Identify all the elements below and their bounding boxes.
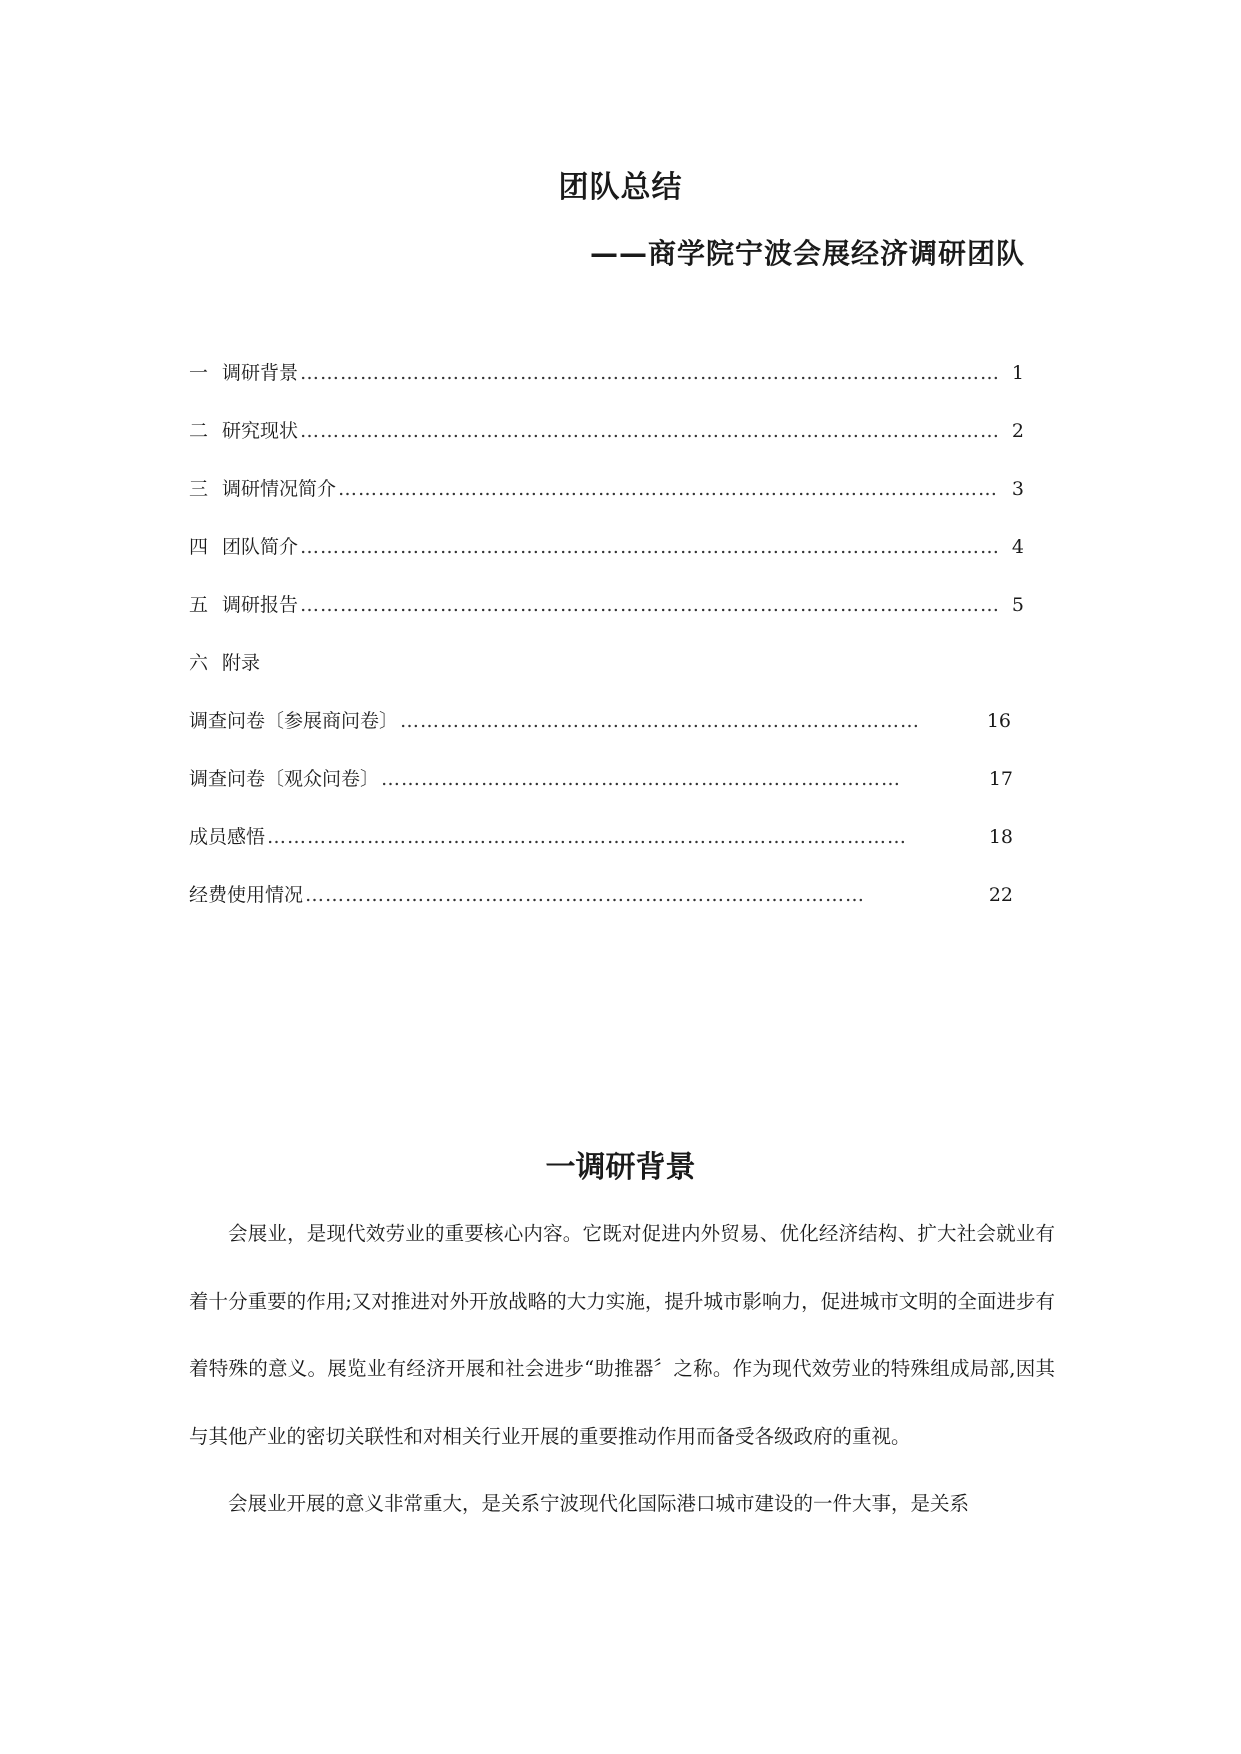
toc-item[interactable] <box>189 416 1024 446</box>
toc-item-leader: …………………………………………………………………………………………… <box>300 594 1001 616</box>
toc-item-page: 18 <box>988 826 1013 848</box>
toc-item-number: 三 <box>189 478 209 500</box>
toc-item-leader: ………………………………………………………………………… <box>305 884 866 906</box>
toc-item-label: 调研报告 <box>222 594 299 616</box>
section-body <box>189 1200 1055 1538</box>
toc-item-label: 调查问卷〔观众问卷〕 <box>189 768 380 790</box>
toc-item-label: 调研情况简介 <box>222 478 337 500</box>
toc-item-leader: …………………………………………………………………………………………… <box>300 536 1001 558</box>
toc-item-leader: …………………………………………………………………… <box>381 768 902 790</box>
toc-item-label: 成员感悟 <box>189 826 266 848</box>
paragraph: 会展业，是现代效劳业的重要核心内容。它既对促进内外贸易、优化经济结构、扩大社会就业有着十分重要的作用;又对推进对外开放战略的大力实施，提升城市影响力，促进城市文明的全面进步有着特殊的意义。展览业有经济开展和社会进步“助推器〞之称。作为现代效劳业的特殊组成局部,因其与其他产业的密切关联性和对相关行业开展的重要推动作用而备受各级政府的重视。 <box>189 1222 1055 1448</box>
toc-item-page: 3 <box>1011 478 1024 500</box>
toc-item-number: 二 <box>189 420 209 442</box>
paragraph: 会展业开展的意义非常重大，是关系宁波现代化国际港口城市建设的一件大事，是关系 <box>228 1492 970 1515</box>
toc-item[interactable] <box>189 648 264 678</box>
toc-item-label: 调研背景 <box>222 362 299 384</box>
toc-item-number: 一 <box>189 362 209 384</box>
toc-item-leader: …………………………………………………………………… <box>400 710 921 732</box>
toc-item[interactable] <box>189 532 1024 562</box>
toc-item-page: 17 <box>988 768 1013 790</box>
section-heading: 一调研背景 <box>545 1150 696 1185</box>
toc-item-page: 16 <box>986 710 1011 732</box>
toc-item[interactable] <box>189 880 1013 910</box>
toc-item[interactable] <box>189 590 1024 620</box>
toc-item-leader: …………………………………………………………………………………… <box>267 826 908 848</box>
toc-item-page: 2 <box>1011 420 1024 442</box>
toc-item-leader: ……………………………………………………………………………………… <box>338 478 999 500</box>
document-subtitle: ——商学院宁波会展经济调研团队 <box>590 237 1026 270</box>
document-title: 团队总结 <box>558 170 683 205</box>
toc-item[interactable] <box>189 474 1024 504</box>
toc-item-label: 研究现状 <box>222 420 299 442</box>
toc-item-page: 5 <box>1011 594 1024 616</box>
toc-item[interactable] <box>189 822 1013 852</box>
toc-item-label: 经费使用情况 <box>189 884 304 906</box>
toc-item-leader: …………………………………………………………………………………………… <box>300 420 1001 442</box>
toc-item-leader: …………………………………………………………………………………………… <box>300 362 1001 384</box>
toc-item[interactable] <box>189 358 1024 388</box>
toc-item[interactable] <box>189 764 1013 794</box>
toc-item-number: 四 <box>189 536 209 558</box>
toc-item-page: 22 <box>988 884 1013 906</box>
toc-item[interactable] <box>189 706 1011 736</box>
toc-item-number: 六 <box>189 652 209 674</box>
toc-item-label: 调查问卷〔参展商问卷〕 <box>189 710 399 732</box>
toc-item-label: 团队简介 <box>222 536 299 558</box>
toc-item-number: 五 <box>189 594 209 616</box>
toc-item-label: 附录 <box>222 652 261 674</box>
toc-item-page: 1 <box>1011 362 1024 384</box>
toc-item-page: 4 <box>1011 536 1024 558</box>
